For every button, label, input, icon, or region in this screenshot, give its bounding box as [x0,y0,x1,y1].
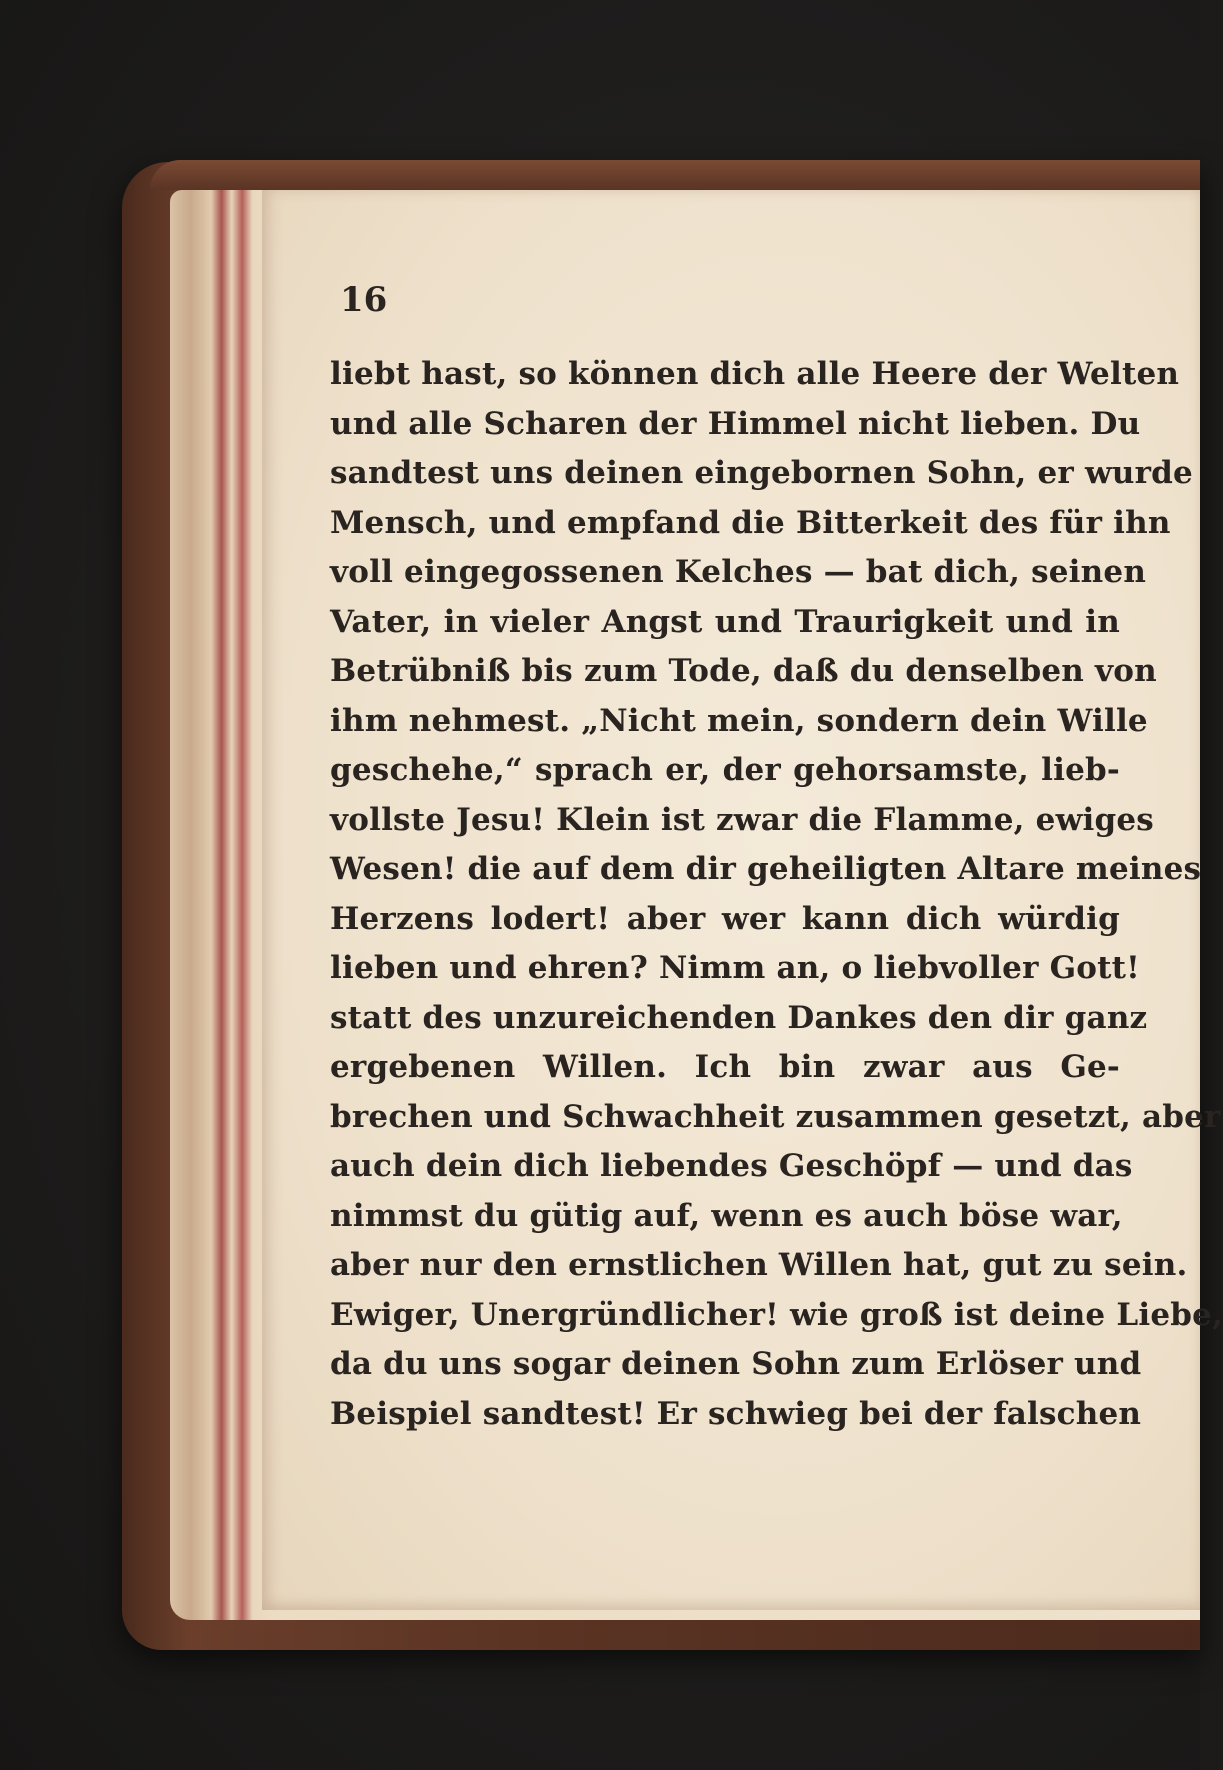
text-line: voll eingegossenen Kelches — bat dich, seinen [330,554,1147,590]
text-line: Herzens lodert! aber wer kann dich würdig [330,900,1120,937]
text-line: aber nur den ernstlichen Willen hat, gut zu sein. [330,1247,1188,1283]
text-line: Mensch, und empfand die Bitterkeit des für ihn [330,504,1171,541]
text-line: ihm nehmest. „Nicht mein, sondern dein Wille [330,702,1148,739]
text-line: und alle Scharen der Himmel nicht lieben. Du [330,405,1141,442]
text-line: Betrübniß bis zum Tode, daß du denselben von [330,653,1157,689]
text-line: geschehe,“ sprach er, der gehorsamste, lieb- [330,752,1120,788]
text-line: sandtest uns deinen eingebornen Sohn, er wurde [330,455,1193,491]
book-cover-edge [150,160,1200,190]
text-line: Wesen! die auf dem dir geheiligten Altare meines [330,851,1202,887]
text-line: Ewiger, Unergründlicher! wie groß ist deine Liebe, [330,1296,1223,1333]
text-line: auch dein dich liebendes Geschöpf — und das [330,1148,1133,1184]
text-line: ergebenen Willen. Ich bin zwar aus Ge- [330,1049,1120,1085]
text-line: da du uns sogar deinen Sohn zum Erlöser und [330,1346,1142,1382]
text-line: liebt hast, so können dich alle Heere der Welten [330,356,1180,392]
text-line: nimmst du gütig auf, wenn es auch böse war, [330,1197,1123,1234]
text-line: Beispiel sandtest! Er schwieg bei der falschen [330,1395,1142,1432]
text-line: statt des unzureichenden Dankes den dir ganz [330,999,1148,1036]
text-line: vollste Jesu! Klein ist zwar die Flamme, ewiges [330,801,1154,838]
page-text [330,350,1223,1439]
text-line: lieben und ehren? Nimm an, o liebvoller Gott! [330,950,1140,986]
text-line: Vater, in vieler Angst und Traurigkeit und in [330,603,1120,640]
page-number: 16 [340,280,388,320]
text-line: brechen und Schwachheit zusammen gesetzt, aber [330,1098,1221,1135]
